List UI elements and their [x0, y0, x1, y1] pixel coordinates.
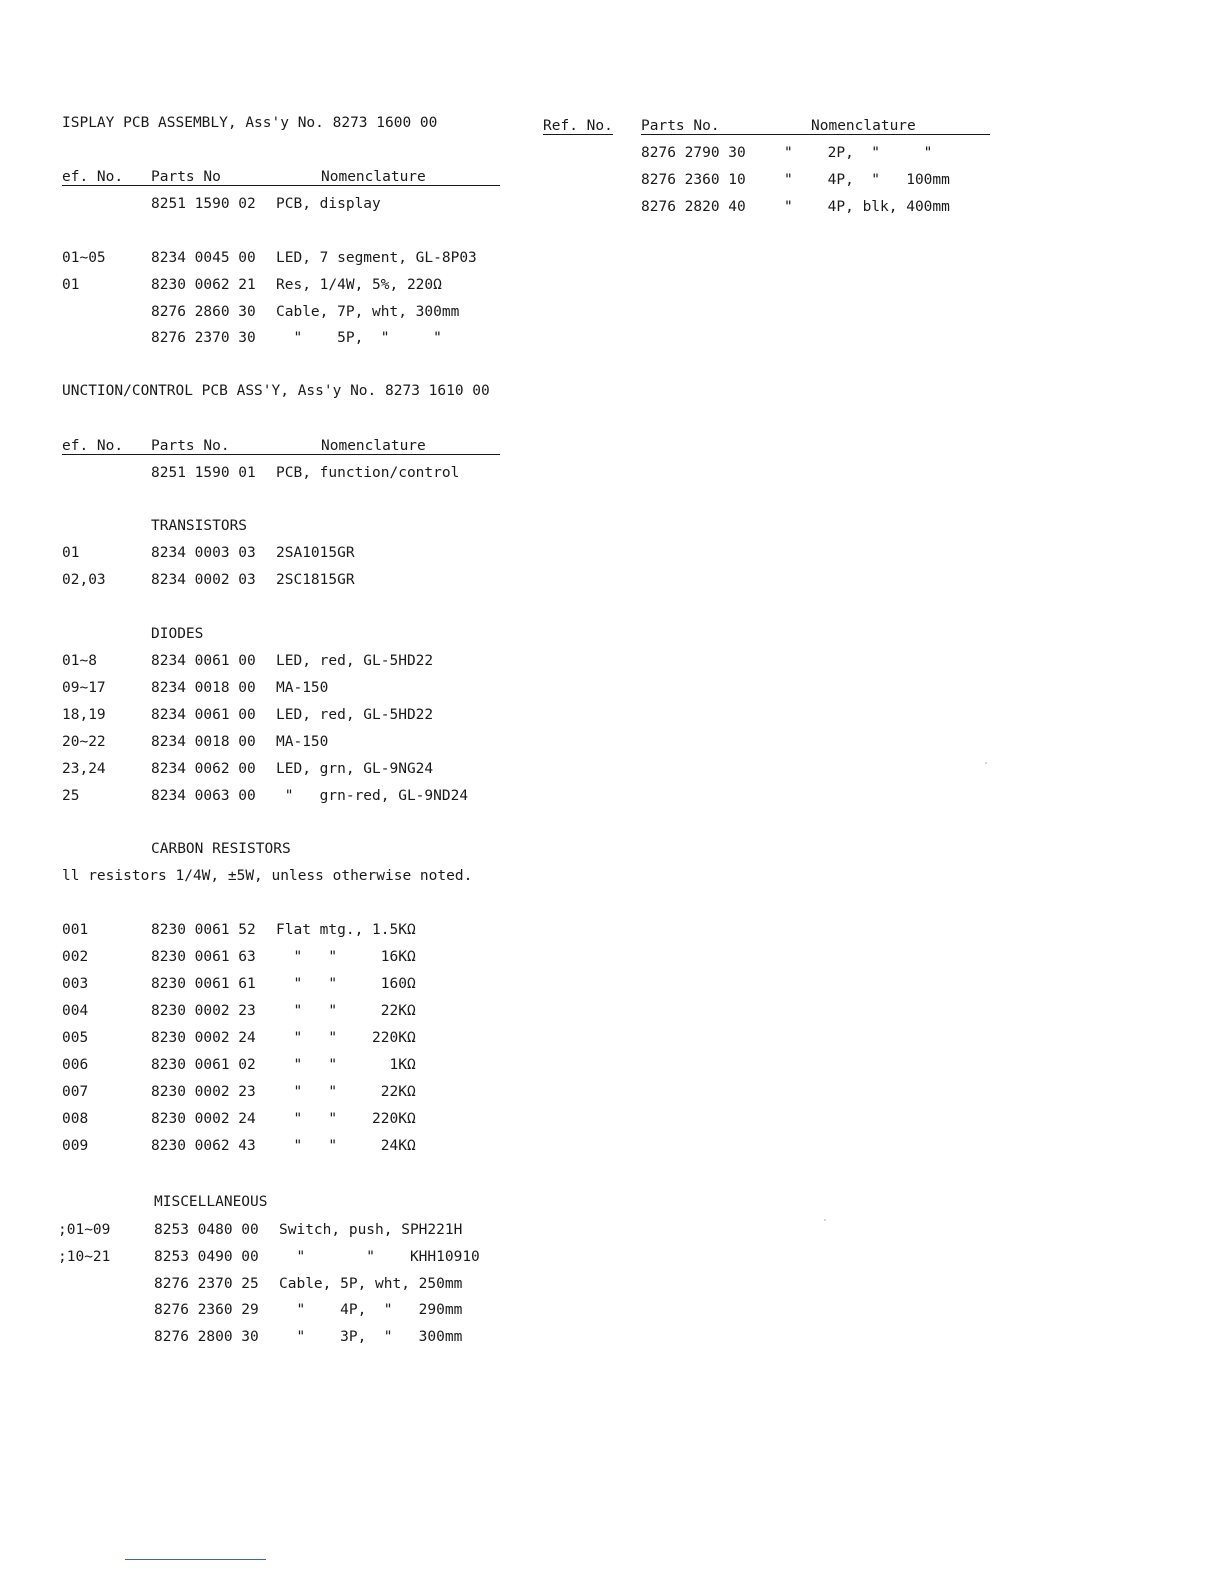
nomenclature: " " 220KΩ	[276, 1111, 416, 1127]
ref-no: 23,24	[62, 761, 106, 777]
parts-no: 8234 0062 00	[151, 761, 256, 777]
ref-no: 01	[62, 545, 80, 561]
nomenclature: " " 160Ω	[276, 976, 416, 992]
function-header-parts: Parts No.	[151, 438, 230, 454]
nomenclature: " 4P, " 290mm	[279, 1302, 463, 1318]
ref-no: 009	[62, 1138, 89, 1154]
miscellaneous-heading: MISCELLANEOUS	[154, 1194, 268, 1210]
ref-no: 006	[62, 1057, 89, 1073]
transistors-heading: TRANSISTORS	[151, 518, 248, 534]
nomenclature: " grn-red, GL-9ND24	[276, 788, 469, 804]
nomenclature: MA-150	[276, 680, 329, 696]
nomenclature: LED, red, GL-5HD22	[276, 707, 434, 723]
display-header-parts: Parts No	[151, 169, 221, 185]
nomenclature: Cable, 7P, wht, 300mm	[276, 304, 460, 320]
parts-no: 8230 0062 43	[151, 1138, 256, 1154]
nomenclature: " " 22KΩ	[276, 1084, 416, 1100]
ref-no: 008	[62, 1111, 89, 1127]
parts-no: 8276 2790 30	[641, 145, 746, 161]
nomenclature: " " KHH10910	[279, 1249, 480, 1265]
nomenclature: LED, grn, GL-9NG24	[276, 761, 434, 777]
nomenclature: " 4P, " 100mm	[784, 172, 950, 188]
nomenclature: " " 22KΩ	[276, 1003, 416, 1019]
display-section-title: ISPLAY PCB ASSEMBLY, Ass'y No. 8273 1600 00	[62, 115, 438, 131]
footer-rule	[125, 1559, 266, 1560]
parts-no: 8234 0018 00	[151, 734, 256, 750]
parts-no: 8234 0061 00	[151, 653, 256, 669]
carbon-resistors-note: ll resistors 1/4W, ±5W, unless otherwise noted.	[62, 868, 473, 884]
diodes-heading: DIODES	[151, 626, 204, 642]
nomenclature: LED, 7 segment, GL-8P03	[276, 250, 477, 266]
parts-no: 8234 0003 03	[151, 545, 256, 561]
right-header-rule	[641, 134, 990, 135]
nomenclature: " " 220KΩ	[276, 1030, 416, 1046]
carbon-resistors-heading: CARBON RESISTORS	[151, 841, 291, 857]
nomenclature: 2SC1815GR	[276, 572, 355, 588]
nomenclature: " " 24KΩ	[276, 1138, 416, 1154]
scan-speck	[985, 762, 987, 764]
ref-no: 01~05	[62, 250, 106, 266]
parts-no: 8230 0061 52	[151, 922, 256, 938]
nomenclature: MA-150	[276, 734, 329, 750]
right-header-ref: Ref. No.	[543, 118, 613, 134]
function-header-rule	[62, 454, 500, 455]
parts-no: 8230 0002 24	[151, 1030, 256, 1046]
nomenclature: " 4P, blk, 400mm	[784, 199, 950, 215]
parts-no: 8234 0018 00	[151, 680, 256, 696]
parts-no: 8234 0061 00	[151, 707, 256, 723]
ref-no: 02,03	[62, 572, 106, 588]
display-header-ref: ef. No.	[62, 169, 124, 185]
nomenclature: Flat mtg., 1.5KΩ	[276, 922, 416, 938]
nomenclature: Switch, push, SPH221H	[279, 1222, 463, 1238]
parts-no: 8276 2370 25	[154, 1276, 259, 1292]
parts-no: 8276 2360 10	[641, 172, 746, 188]
ref-no: 09~17	[62, 680, 106, 696]
parts-no: 8234 0063 00	[151, 788, 256, 804]
display-header-nomenclature: Nomenclature	[321, 169, 426, 185]
scan-speck	[824, 1219, 826, 1221]
parts-no: 8251 1590 01	[151, 465, 256, 481]
ref-no: 01	[62, 277, 80, 293]
ref-no: 01~8	[62, 653, 97, 669]
parts-no: 8276 2370 30	[151, 330, 256, 346]
ref-no: 004	[62, 1003, 89, 1019]
parts-no: 8276 2800 30	[154, 1329, 259, 1345]
ref-no: ;10~21	[58, 1249, 111, 1265]
ref-no: 001	[62, 922, 89, 938]
right-header-nomenclature: Nomenclature	[811, 118, 916, 134]
nomenclature: " 2P, " "	[784, 145, 933, 161]
parts-no: 8234 0045 00	[151, 250, 256, 266]
right-header-ref-rule	[543, 134, 613, 135]
nomenclature: " " 16KΩ	[276, 949, 416, 965]
nomenclature: 2SA1015GR	[276, 545, 355, 561]
display-header-rule	[62, 185, 500, 186]
parts-no: 8276 2820 40	[641, 199, 746, 215]
parts-no: 8230 0062 21	[151, 277, 256, 293]
parts-no: 8230 0002 24	[151, 1111, 256, 1127]
function-section-title: UNCTION/CONTROL PCB ASS'Y, Ass'y No. 8273 1610 00	[62, 383, 490, 399]
parts-no: 8234 0002 03	[151, 572, 256, 588]
nomenclature: " 5P, " "	[276, 330, 442, 346]
function-header-ref: ef. No.	[62, 438, 124, 454]
nomenclature: PCB, function/control	[276, 465, 460, 481]
ref-no: 002	[62, 949, 89, 965]
nomenclature: " " 1KΩ	[276, 1057, 416, 1073]
parts-no: 8230 0002 23	[151, 1084, 256, 1100]
parts-no: 8230 0061 63	[151, 949, 256, 965]
nomenclature: Cable, 5P, wht, 250mm	[279, 1276, 463, 1292]
parts-no: 8230 0002 23	[151, 1003, 256, 1019]
nomenclature: " 3P, " 300mm	[279, 1329, 463, 1345]
ref-no: ;01~09	[58, 1222, 111, 1238]
parts-no: 8230 0061 02	[151, 1057, 256, 1073]
ref-no: 20~22	[62, 734, 106, 750]
parts-no: 8276 2860 30	[151, 304, 256, 320]
function-header-nomenclature: Nomenclature	[321, 438, 426, 454]
ref-no: 007	[62, 1084, 89, 1100]
parts-no: 8230 0061 61	[151, 976, 256, 992]
ref-no: 18,19	[62, 707, 106, 723]
parts-no: 8253 0480 00	[154, 1222, 259, 1238]
ref-no: 003	[62, 976, 89, 992]
ref-no: 005	[62, 1030, 89, 1046]
right-header-parts: Parts No.	[641, 118, 720, 134]
parts-no: 8251 1590 02	[151, 196, 256, 212]
nomenclature: LED, red, GL-5HD22	[276, 653, 434, 669]
parts-no: 8276 2360 29	[154, 1302, 259, 1318]
ref-no: 25	[62, 788, 80, 804]
nomenclature: PCB, display	[276, 196, 381, 212]
parts-no: 8253 0490 00	[154, 1249, 259, 1265]
nomenclature: Res, 1/4W, 5%, 220Ω	[276, 277, 442, 293]
